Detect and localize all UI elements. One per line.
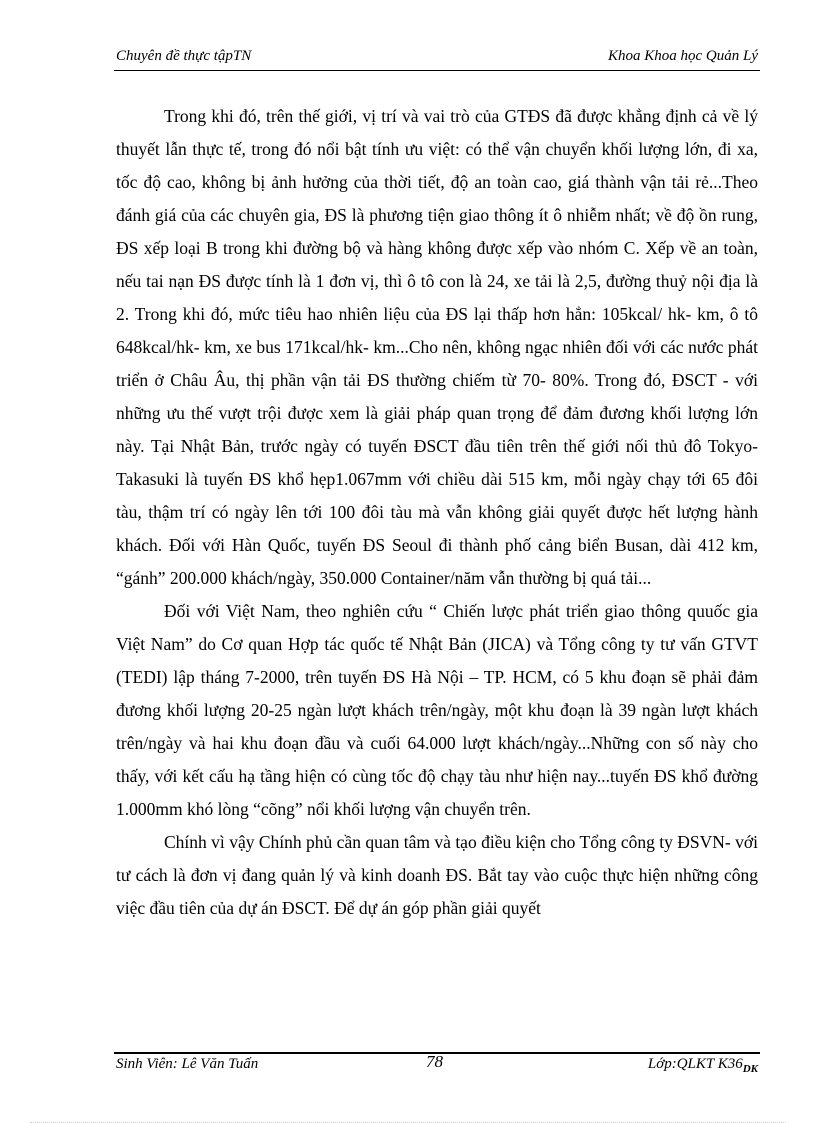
paragraph-1: Trong khi đó, trên thế giới, vị trí và vai trò của GTĐS đã được khẳng định cả về lý thuyết lẫn thực tế, trong đó nổi bật tính ưu việt: có thể vận chuyển khối lượng lớn, đi xa, tốc độ cao, không bị ảnh hưởng của thời tiết, độ an toàn cao, giá thành vận tải rẻ...Theo đánh giá của các chuyên gia, ĐS là phương tiện giao thông ít ô nhiễm nhất; về độ ồn rung, ĐS xếp loại B trong khi đường bộ và hàng không được xếp vào nhóm C. Xếp về an toàn, nếu tai nạn ĐS được tính là 1 đơn vị, thì ô tô con là 24, xe tải là 2,5, đường thuỷ nội địa là 2. Trong khi đó, mức tiêu hao nhiên liệu của ĐS lại thấp hơn hẳn: 105kcal/ hk- km, ô tô 648kcal/hk- km, xe bus 171kcal/hk- km...Cho nên, không ngạc nhiên đối với các nước phát triển ở Châu Âu, thị phần vận tải ĐS thường chiếm từ 70- 80%. Trong đó, ĐSCT - với những ưu thế vượt trội được xem là giải pháp quan trọng để đảm đương khối lượng lớn này. Tại Nhật Bản, trước ngày có tuyến ĐSCT đầu tiên trên thế giới nối thủ đô Tokyo- Takasuki là tuyến ĐS khổ hẹp1.067mm với chiều dài 515 km, mỗi ngày chạy tới 65 đôi tàu, thậm trí có ngày lên tới 100 đôi tàu mà vẫn không giải quyết được hết lượng hành khách. Đối với Hàn Quốc, tuyến ĐS Seoul đi thành phố cảng biển Busan, dài 412 km, “gánh” 200.000 khách/ngày, 350.000 Container/năm vẫn thường bị quá tải... bbox=[116, 106, 758, 588]
header-divider bbox=[114, 70, 760, 71]
page-number: 78 bbox=[426, 1052, 443, 1071]
header-left-text: Chuyên đề thực tậpTN bbox=[116, 48, 252, 64]
footer-class-text: Lớp:QLKT K36 bbox=[647, 1056, 743, 1072]
page-header bbox=[116, 48, 758, 68]
page-footer bbox=[116, 1054, 758, 1080]
footer-student-name: Sinh Viên: Lê Văn Tuấn bbox=[116, 1056, 259, 1072]
footer-class bbox=[648, 1056, 758, 1073]
footer-class-subscript: DK bbox=[742, 1063, 758, 1075]
document-body bbox=[116, 100, 758, 925]
paragraph-2: Đối với Việt Nam, theo nghiên cứu “ Chiến lược phát triển giao thông quuốc gia Việt Nam” do Cơ quan Hợp tác quốc tế Nhật Bản (JICA) và Tổng công ty tư vấn GTVT (TEDI) lập tháng 7-2000, trên tuyến ĐS Hà Nội – TP. HCM, có 5 khu đoạn sẽ phải đảm đương khối lượng 20-25 ngàn lượt khách trên/ngày, một khu đoạn là 39 ngàn lượt khách trên/ngày và hai khu đoạn đầu và cuối 64.000 lượt khách/ngày...Những con số này cho thấy, với kết cấu hạ tầng hiện có cùng tốc độ chạy tàu như hiện nay...tuyến ĐS khổ đường 1.000mm khó lòng “cõng” nổi khối lượng vận chuyển trên. bbox=[116, 601, 758, 819]
paragraph-3: Chính vì vậy Chính phủ cần quan tâm và tạo điều kiện cho Tổng công ty ĐSVN- với tư cách là đơn vị đang quản lý và kinh doanh ĐS. Bắt tay vào cuộc thực hiện những công việc đầu tiên của dự án ĐSCT. Để dự án góp phần giải quyết bbox=[116, 832, 758, 918]
header-right-text: Khoa Khoa học Quản Lý bbox=[608, 48, 758, 64]
